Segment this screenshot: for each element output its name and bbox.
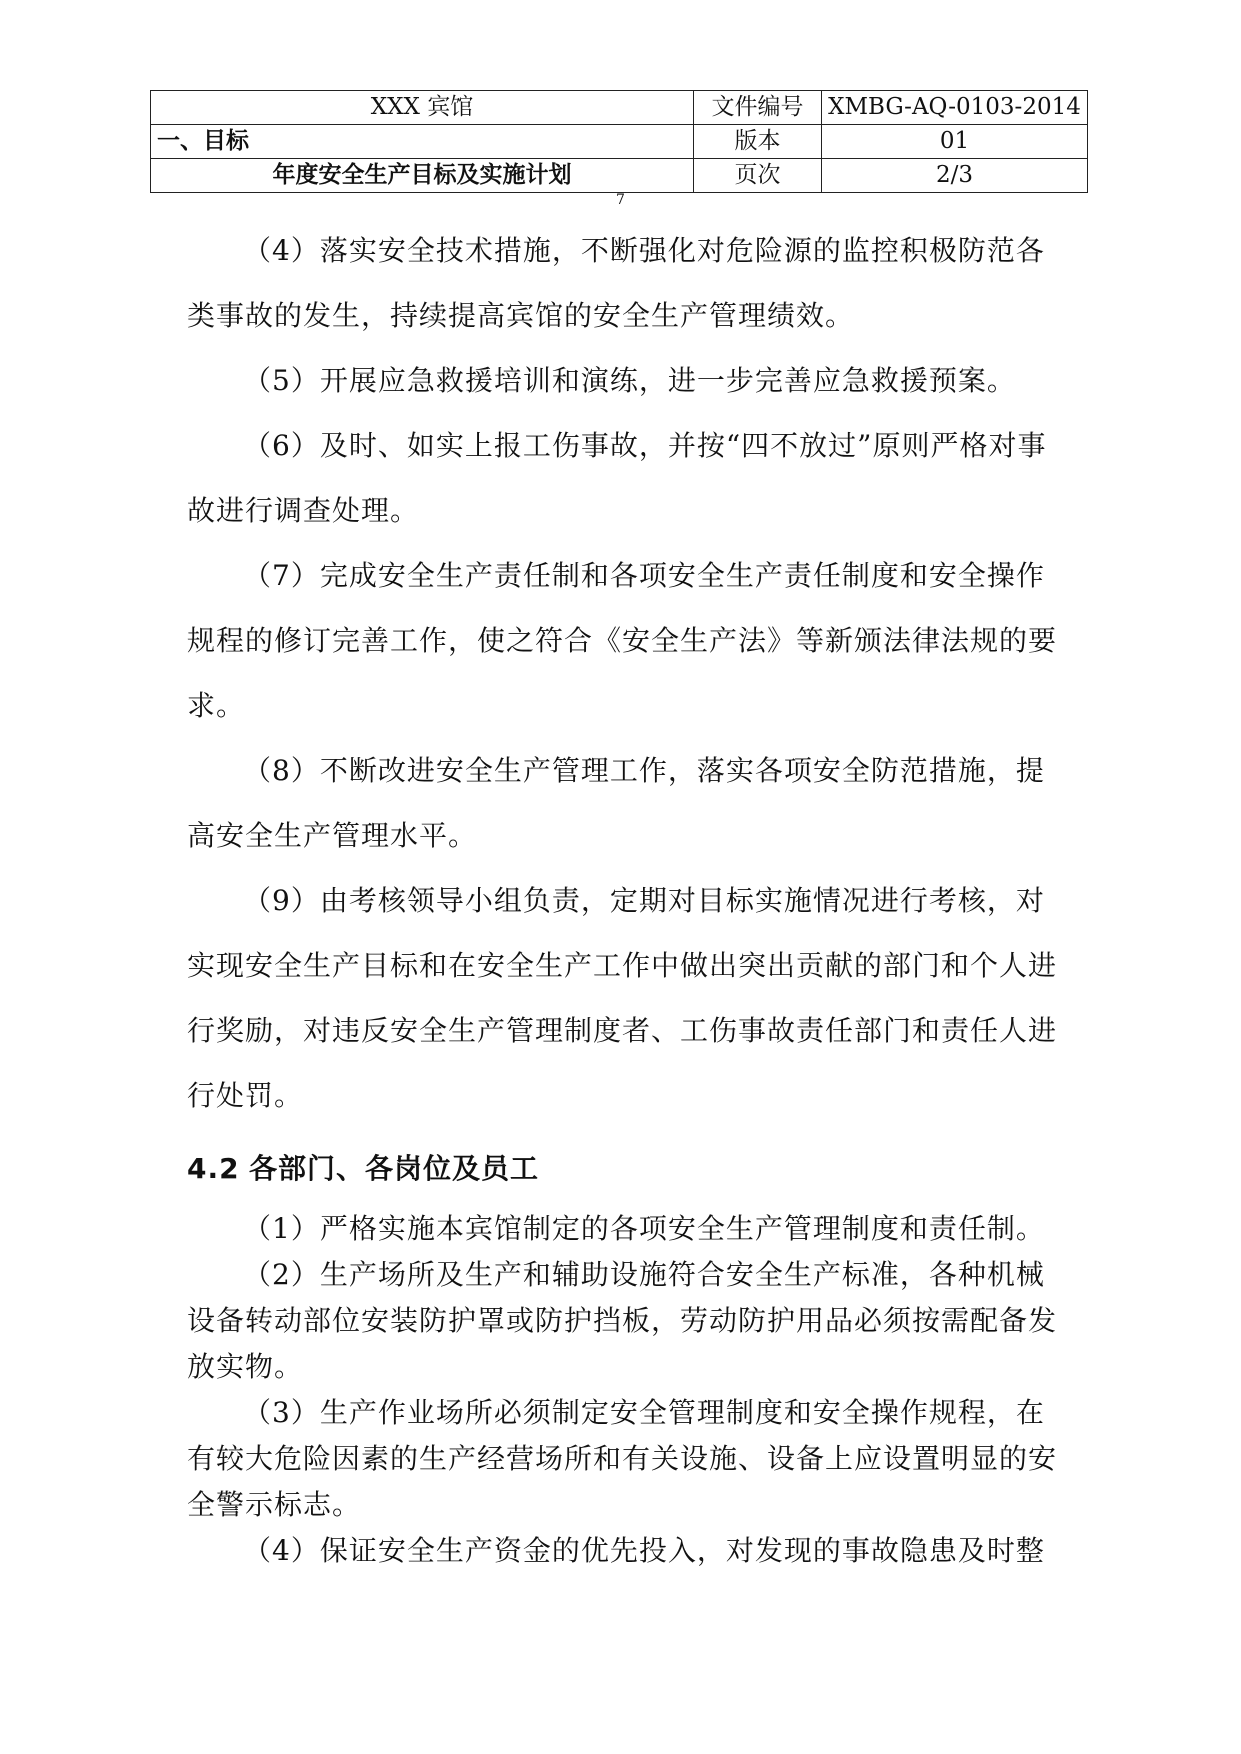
page-value: 2/3 bbox=[822, 159, 1088, 193]
paragraph: （6）及时、如实上报工伤事故，并按“四不放过”原则严格对事故进行调查处理。 bbox=[187, 429, 1047, 527]
section-number: 4.2 bbox=[187, 1152, 240, 1185]
paragraph: （8）不断改进安全生产管理工作，落实各项安全防范措施，提高安全生产管理水平。 bbox=[187, 754, 1045, 852]
document-body bbox=[187, 218, 1057, 1574]
section-heading bbox=[187, 1144, 1057, 1194]
paragraph: （9）由考核领导小组负责，定期对目标实施情况进行考核，对实现安全生产目标和在安全生产工作中做出突出贡献的部门和个人进行奖励，对违反安全生产管理制度者、工伤事故责任部门和责任人进行处罚。 bbox=[187, 884, 1058, 1112]
paragraph: （7）完成安全生产责任制和各项安全生产责任制度和安全操作规程的修订完善工作，使之符合《安全生产法》等新颁法律法规的要求。 bbox=[187, 559, 1058, 722]
page-label: 页次 bbox=[694, 159, 822, 193]
version-value: 01 bbox=[822, 125, 1088, 159]
header-row-1 bbox=[151, 91, 1088, 125]
version-label: 版本 bbox=[694, 125, 822, 159]
header-row-2 bbox=[151, 125, 1088, 159]
section-title: 各部门、各岗位及员工 bbox=[249, 1152, 540, 1185]
company-name: XXX 宾馆 bbox=[151, 91, 694, 125]
doc-number-value: XMBG-AQ-0103-2014 bbox=[822, 91, 1088, 125]
header-row-3 bbox=[151, 159, 1088, 193]
doc-number-label: 文件编号 bbox=[694, 91, 822, 125]
page-number: 7 bbox=[616, 192, 625, 208]
paragraph: （4）落实安全技术措施，不断强化对危险源的监控积极防范各类事故的发生，持续提高宾馆的安全生产管理绩效。 bbox=[187, 234, 1045, 332]
paragraph: （5）开展应急救援培训和演练，进一步完善应急救援预案。 bbox=[243, 364, 1016, 397]
section-label: 一、目标 bbox=[151, 125, 694, 159]
document-title: 年度安全生产目标及实施计划 bbox=[151, 159, 694, 193]
paragraph: （1）严格实施本宾馆制定的各项安全生产管理制度和责任制。 bbox=[243, 1212, 1045, 1245]
paragraph: （2）生产场所及生产和辅助设施符合安全生产标准，各种机械设备转动部位安装防护罩或防护挡板，劳动防护用品必须按需配备发放实物。 bbox=[187, 1258, 1058, 1383]
paragraph: （4）保证安全生产资金的优先投入，对发现的事故隐患及时整 bbox=[243, 1534, 1045, 1567]
paragraph: （3）生产作业场所必须制定安全管理制度和安全操作规程，在有较大危险因素的生产经营场所和有关设施、设备上应设置明显的安全警示标志。 bbox=[187, 1396, 1058, 1521]
document-header-table bbox=[150, 90, 1088, 193]
